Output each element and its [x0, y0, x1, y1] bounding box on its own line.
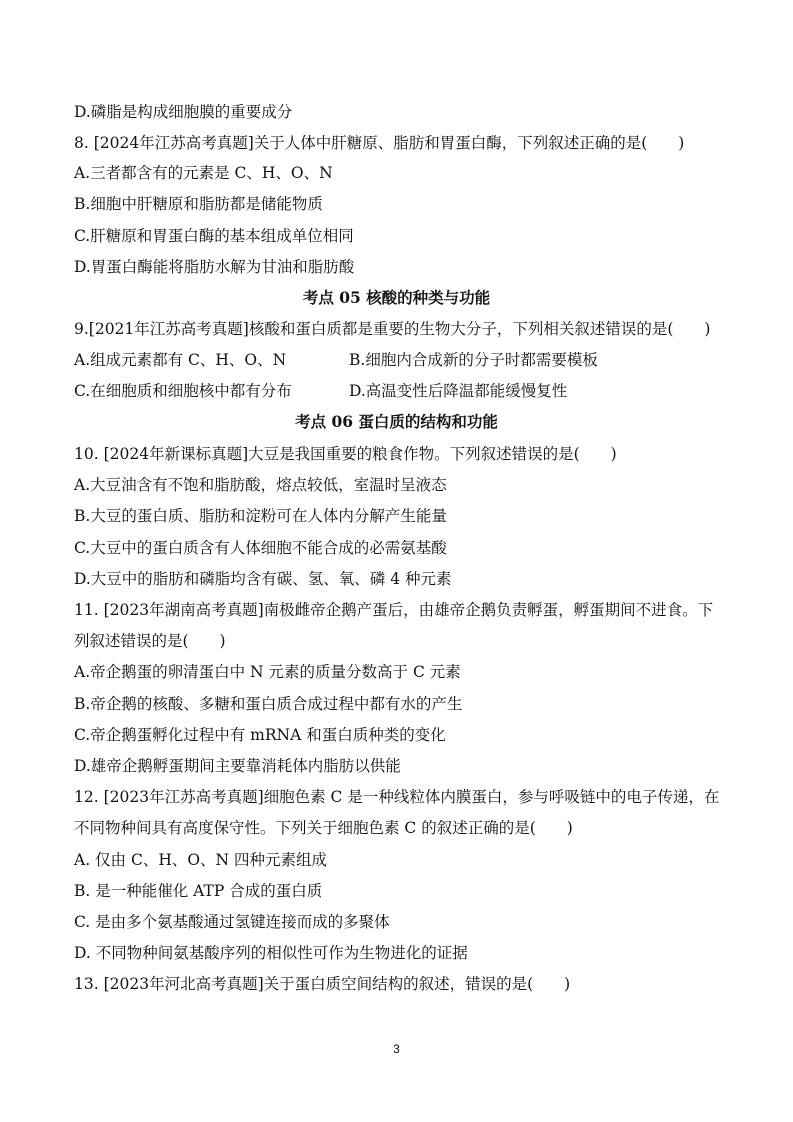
q10-stem: 10. [2024年新课标真题]大豆是我国重要的粮食作物。下列叙述错误的是( ): [74, 445, 617, 463]
q8-option-b: B.细胞中肝糖原和脂肪都是储能物质: [74, 195, 323, 213]
q11-option-d: D.雄帝企鹅孵蛋期间主要靠消耗体内脂肪以供能: [74, 757, 401, 775]
q9-options-row-2: [74, 380, 733, 402]
section-heading-05: 考点 05 核酸的种类与功能: [302, 288, 491, 307]
q8-stem: 8. [2024年江苏高考真题]关于人体中肝糖原、脂肪和胃蛋白酶，下列叙述正确的是( ): [74, 134, 685, 152]
q7-option-d: D.磷脂是构成细胞膜的重要成分: [74, 103, 293, 121]
q10-option-a: A.大豆油含有不饱和脂肪酸，熔点较低，室温时呈液态: [74, 476, 447, 494]
section-heading-06: 考点 06 蛋白质的结构和功能: [295, 412, 498, 431]
q11-stem-line2: 列叙述错误的是( ): [74, 632, 226, 650]
q8-option-c: C.肝糖原和胃蛋白酶的基本组成单位相同: [74, 227, 354, 245]
page-number: 3: [393, 1042, 400, 1056]
q12-option-d: D. 不同物种间氨基酸序列的相似性可作为生物进化的证据: [74, 944, 468, 962]
q9-option-d: D.高温变性后降温都能缓慢复性: [349, 382, 568, 400]
q10-option-c: C.大豆中的蛋白质含有人体细胞不能合成的必需氨基酸: [74, 539, 447, 557]
q9-option-c: C.在细胞质和细胞核中都有分布: [74, 382, 292, 400]
q12-option-b: B. 是一种能催化 ATP 合成的蛋白质: [74, 882, 323, 900]
q11-option-b: B.帝企鹅的核酸、多糖和蛋白质合成过程中都有水的产生: [74, 695, 463, 713]
q12-stem-line2: 不同物种间具有高度保守性。下列关于细胞色素 C 的叙述正确的是( ): [74, 819, 573, 837]
q10-option-b: B.大豆的蛋白质、脂肪和淀粉可在人体内分解产生能量: [74, 507, 447, 525]
q12-option-a: A. 仅由 C、H、O、N 四种元素组成: [74, 851, 328, 869]
q11-option-c: C.帝企鹅蛋孵化过程中有 mRNA 和蛋白质种类的变化: [74, 726, 446, 744]
q8-option-d: D.胃蛋白酶能将脂肪水解为甘油和脂肪酸: [74, 258, 355, 276]
q11-option-a: A.帝企鹅蛋的卵清蛋白中 N 元素的质量分数高于 C 元素: [74, 663, 461, 681]
q13-stem: 13. [2023年河北高考真题]关于蛋白质空间结构的叙述，错误的是( ): [74, 975, 571, 993]
q9-stem: 9.[2021年江苏高考真题]核酸和蛋白质都是重要的生物大分子，下列相关叙述错误的是( ): [74, 320, 711, 338]
q9-options-row-1: [74, 349, 733, 371]
q10-option-d: D.大豆中的脂肪和磷脂均含有碳、氢、氧、磷 4 种元素: [74, 570, 452, 588]
q9-option-b: B.细胞内合成新的分子时都需要模板: [349, 351, 598, 369]
q12-option-c: C. 是由多个氨基酸通过氢键连接而成的多聚体: [74, 913, 390, 931]
q12-stem-line1: 12. [2023年江苏高考真题]细胞色素 C 是一种线粒体内膜蛋白，参与呼吸链中的电子传递，在: [74, 788, 720, 806]
q8-option-a: A.三者都含有的元素是 C、H、O、N: [74, 164, 333, 182]
q9-option-a: A.组成元素都有 C、H、O、N: [74, 351, 287, 369]
q11-stem-line1: 11. [2023年湖南高考真题]南极雌帝企鹅产蛋后，由雄帝企鹅负责孵蛋，孵蛋期间不进食。下: [74, 601, 714, 619]
